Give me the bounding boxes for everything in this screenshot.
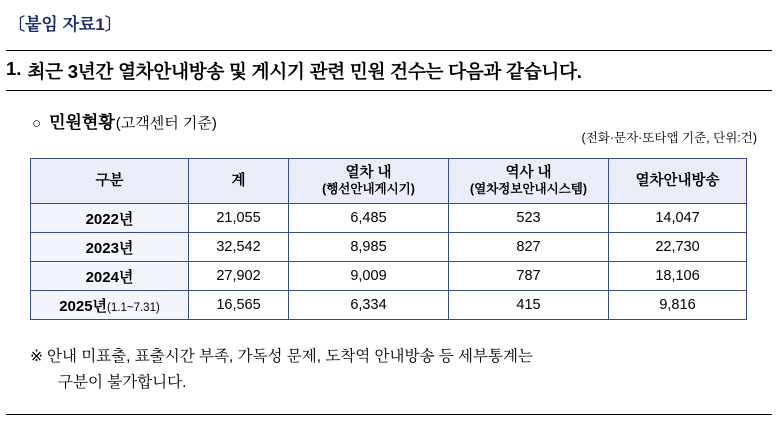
cell-broadcast: 18,106 <box>609 262 747 291</box>
table-row <box>31 233 747 262</box>
cell-year-label: 2025년 <box>59 297 108 315</box>
column-header-category-main: 구분 <box>95 172 124 189</box>
cell-total: 16,565 <box>189 291 289 320</box>
column-header-total <box>189 159 289 204</box>
subheading-qualifier: (고객센터 기준) <box>115 115 217 132</box>
cell-in-station: 415 <box>449 291 609 320</box>
cell-year <box>31 233 189 262</box>
cell-year-label: 2024년 <box>85 268 134 286</box>
cell-year <box>31 204 189 233</box>
cell-in-train: 6,485 <box>289 204 449 233</box>
cell-in-station: 787 <box>449 262 609 291</box>
cell-broadcast: 9,816 <box>609 291 747 320</box>
column-header-broadcast <box>609 159 747 204</box>
heading-text: 최근 3년간 열차안내방송 및 게시기 관련 민원 건수는 다음과 같습니다. <box>27 61 582 82</box>
table-row <box>31 204 747 233</box>
bullet-icon: ○ <box>32 115 42 132</box>
column-header-in-station-main: 역사 내 <box>505 165 552 182</box>
cell-total: 32,542 <box>189 233 289 262</box>
cell-year-label: 2023년 <box>85 239 134 257</box>
column-header-in-train-sub: (행선안내게시기) <box>322 182 415 197</box>
cell-in-train: 6,334 <box>289 291 449 320</box>
unit-note: (전화·문자·또타앱 기준, 단위:건) <box>581 131 757 145</box>
column-header-category <box>31 159 189 204</box>
cell-in-station: 523 <box>449 204 609 233</box>
column-header-broadcast-main: 열차안내방송 <box>635 172 720 189</box>
subheading <box>32 108 217 133</box>
footnote-line-1: 안내 미표출, 표출시간 부족, 가독성 문제, 도착역 안내방송 등 세부통계는 <box>47 348 533 365</box>
column-header-in-train-main: 열차 내 <box>345 165 392 182</box>
cell-year <box>31 262 189 291</box>
subheading-title: 민원현황 <box>49 113 115 132</box>
cell-in-train: 9,009 <box>289 262 449 291</box>
cell-in-station: 827 <box>449 233 609 262</box>
complaint-statistics-table <box>30 158 747 320</box>
heading-number: 1. <box>6 58 22 79</box>
footnote <box>30 344 750 397</box>
heading-row <box>6 58 772 84</box>
cell-broadcast: 22,730 <box>609 233 747 262</box>
column-header-total-main: 계 <box>231 172 246 189</box>
column-header-in-station <box>449 159 609 204</box>
footnote-mark: ※ <box>30 348 43 365</box>
cell-year-range: (1.1~7.31) <box>107 301 160 314</box>
cell-total: 21,055 <box>189 204 289 233</box>
table-row <box>31 291 747 320</box>
divider-middle <box>6 90 772 91</box>
cell-year-label: 2022년 <box>85 210 134 228</box>
cell-total: 27,902 <box>189 262 289 291</box>
cell-in-train: 8,985 <box>289 233 449 262</box>
table-header-row <box>31 159 747 204</box>
table-row <box>31 262 747 291</box>
cell-year <box>31 291 189 320</box>
footnote-line-2: 구분이 불가합니다. <box>58 374 187 392</box>
cell-broadcast: 14,047 <box>609 204 747 233</box>
divider-top <box>6 50 772 51</box>
column-header-in-station-sub: (열차정보안내시스템) <box>469 182 587 197</box>
attachment-label: 〔붙임 자료1〕 <box>8 15 122 34</box>
divider-bottom <box>6 414 772 415</box>
column-header-in-train <box>289 159 449 204</box>
